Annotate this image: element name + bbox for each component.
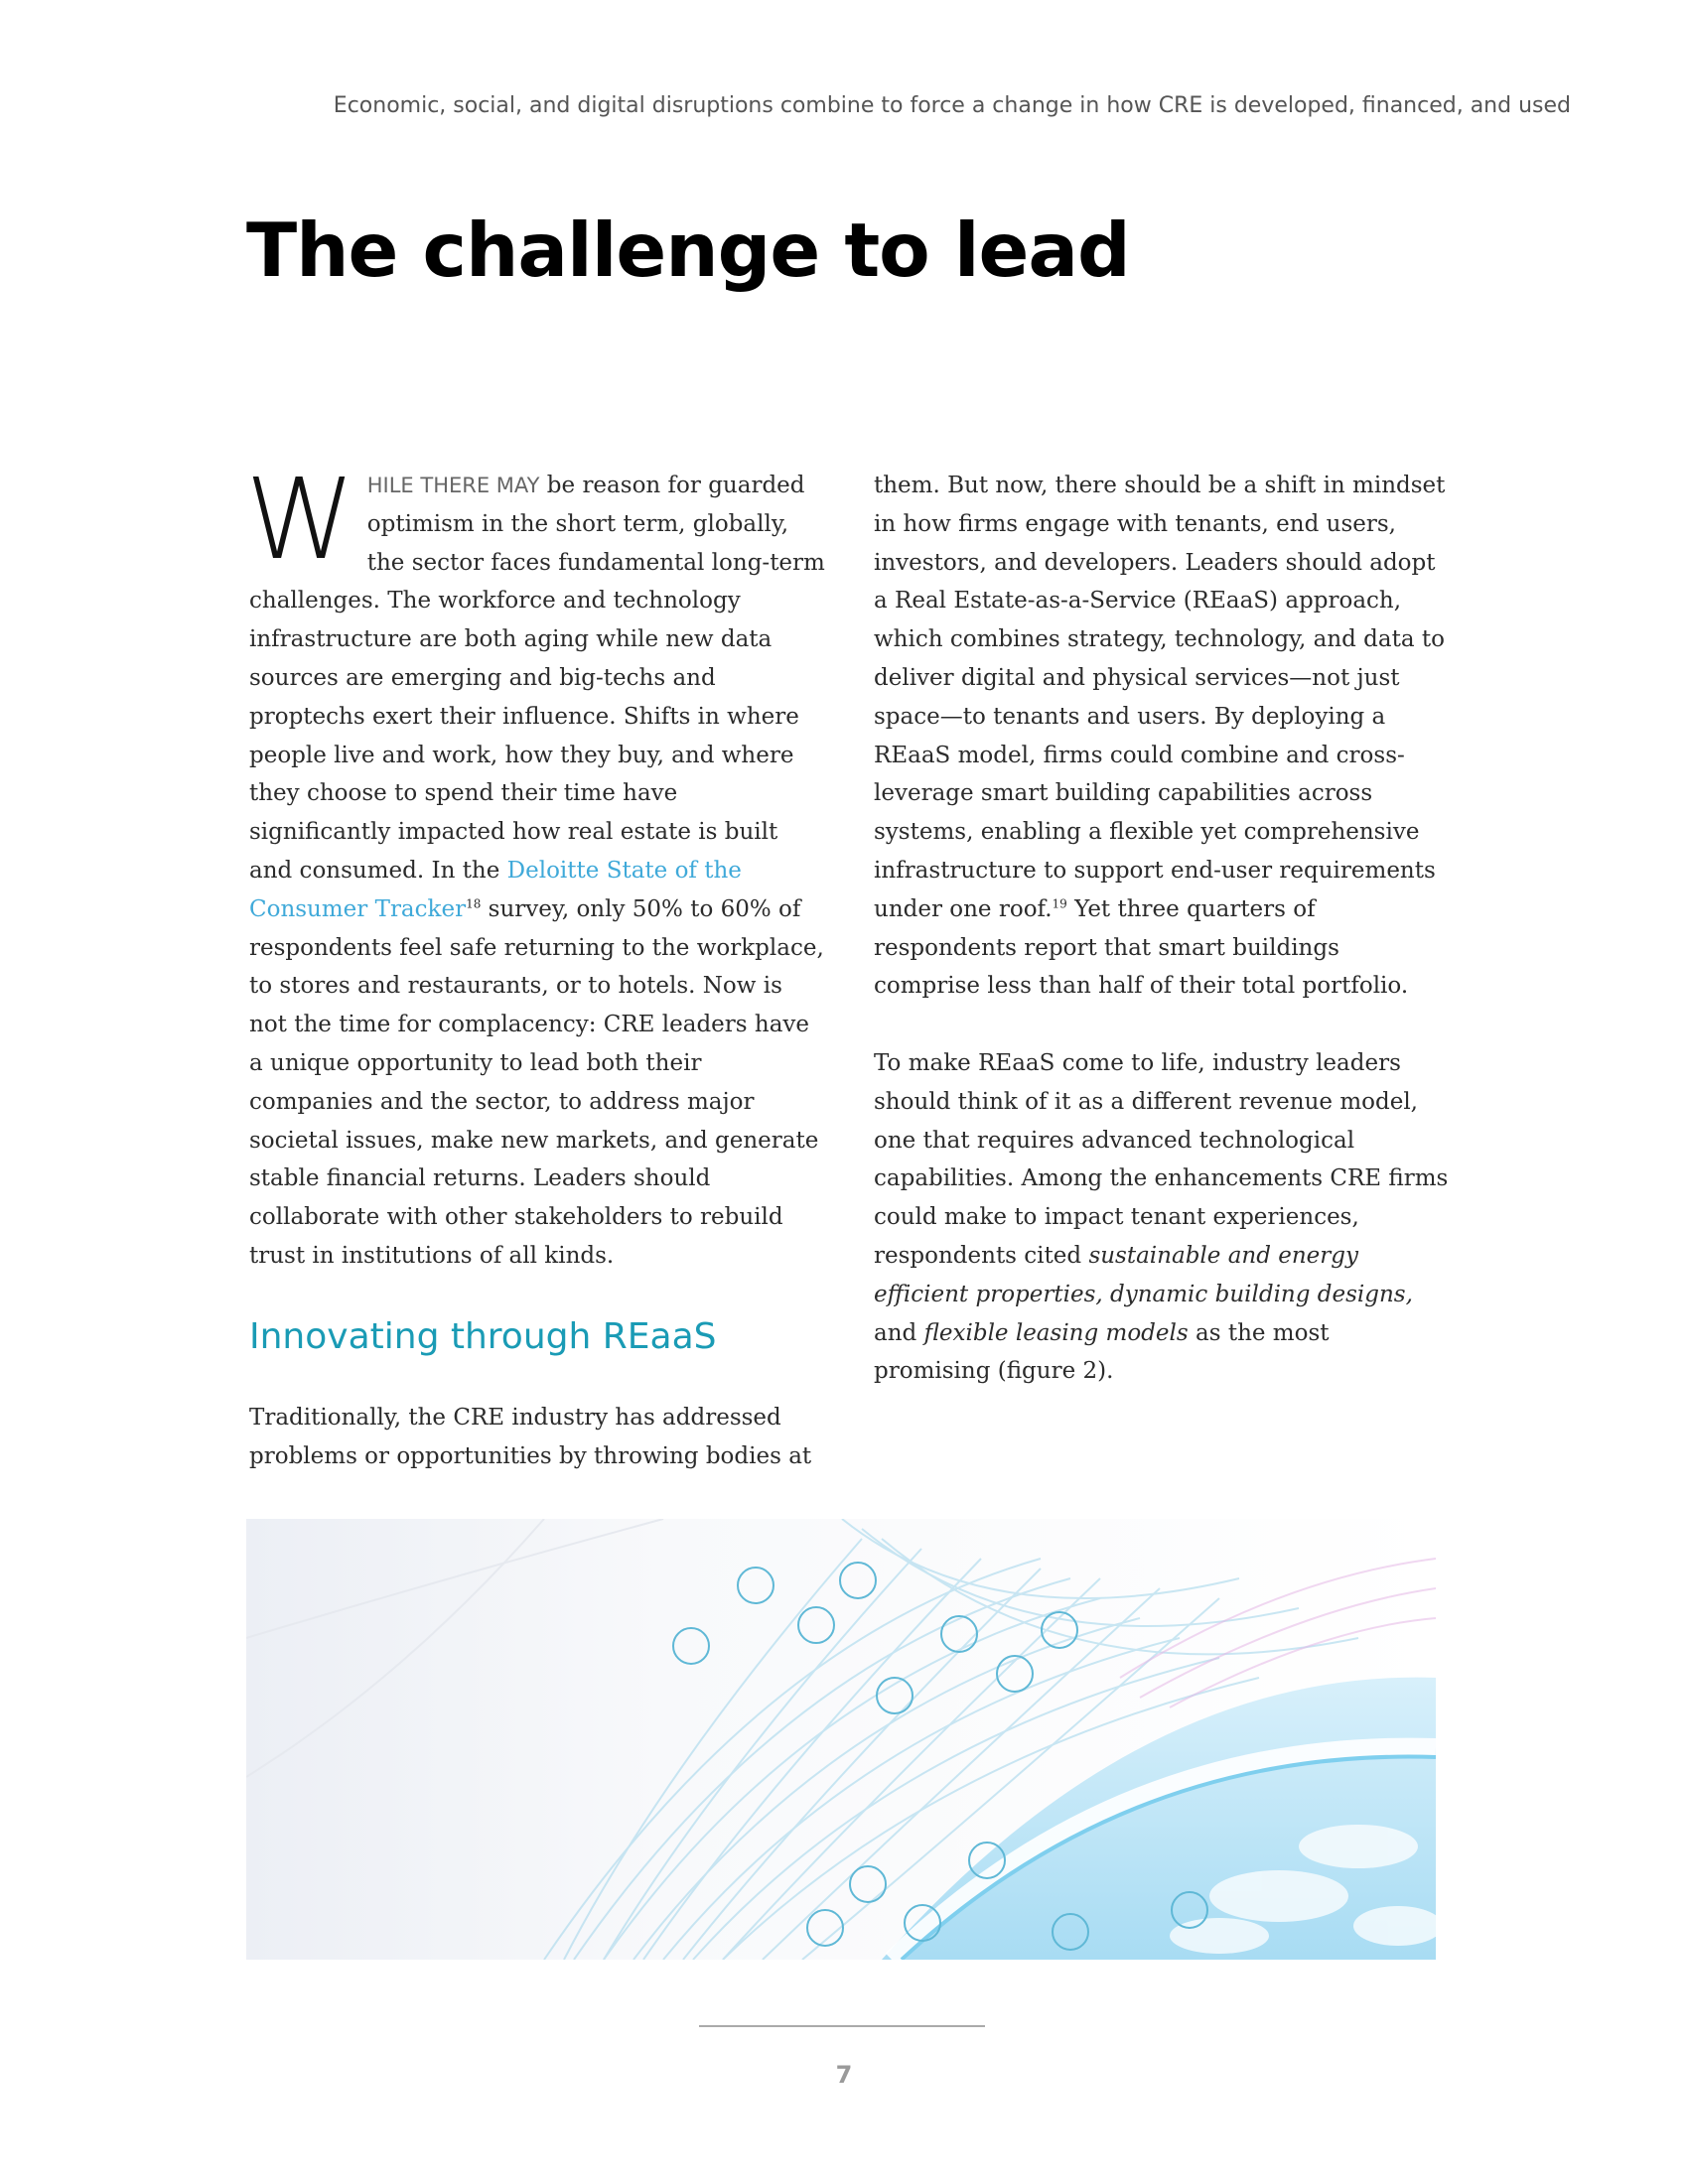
consumer-tracker-link[interactable]: Deloitte State of the Consumer Tracker: [249, 857, 742, 922]
banner-graphic: [246, 1519, 1436, 1960]
footnote-19[interactable]: 19: [1052, 896, 1067, 911]
footer-divider: [699, 2025, 985, 2027]
intro-paragraph: [245, 456, 825, 1276]
revenue-text-a: To make REaaS come to life, industry leaders should think of it as a different revenue model, one that requires advanced technological capabilities. Among the enhancements CRE firms could make to impact tenant experiences, respondents cited: [874, 1049, 1449, 1269]
page-title: The challenge to lead: [246, 206, 1130, 294]
reaas-text-b: Yet three quarters of respondents report that smart buildings comprise less than half of their total portfolio.: [874, 895, 1409, 1000]
lead-in-text: HILE THERE MAY: [366, 474, 540, 497]
revenue-text-b: and: [874, 1319, 924, 1346]
revenue-text-c: as the most promising (figure 2).: [874, 1319, 1330, 1385]
page-number: 7: [835, 2061, 853, 2089]
reaas-text-a: them. But now, there should be a shift in mindset in how firms engage with tenants, end users, investors, and developers. Leaders should adopt a Real Estate-as-a-Service (REaaS) approach, which combines strategy, technology, and data to deliver digital and physical services—not just space—to tenants and users. By deploying a REaaS model, firms could combine and cross-leverage smart building capabilities across systems, enabling a flexible yet comprehensive infrastructure to support end-user requirements under one roof.: [874, 473, 1446, 922]
right-column: [874, 467, 1450, 1391]
section-heading: Innovating through REaaS: [249, 1315, 717, 1357]
reaas-paragraph-cont: [874, 467, 1450, 1006]
intro-text-a: be reason for guarded optimism in the short term, globally, the sector faces fundamental long-term challenges. The workforce and technology infrastructure are both aging while new data sources are emerging and big-techs and proptechs exert their influence. Shifts in where people live and work, how they buy, and where they choose to spend their time have significantly impacted how real estate is built and consumed. In the: [249, 473, 825, 884]
emphasis-2: flexible leasing models: [923, 1319, 1189, 1346]
emphasis-1: sustainable and energy efficient properties, dynamic building designs,: [874, 1242, 1413, 1307]
running-header: Economic, social, and digital disruptions combine to force a change in how CRE is developed, financed, and used: [333, 93, 1571, 118]
footnote-18[interactable]: 18: [466, 896, 482, 911]
revenue-model-paragraph: [874, 1044, 1450, 1391]
decorative-banner-image: [246, 1519, 1436, 1960]
drop-cap: W: [245, 456, 355, 585]
reaas-paragraph-start: Traditionally, the CRE industry has addressed problems or opportunities by throwing bodies at: [249, 1404, 812, 1469]
left-column: [245, 456, 825, 1475]
paragraph-spacer: [874, 1006, 1450, 1044]
intro-text-b: survey, only 50% to 60% of respondents feel safe returning to the workplace, to stores and restaurants, or to hotels. Now is not the time for complacency: CRE leaders have a unique opportunity to lead both their companies and the sector, to address major societal issues, make new markets, and generate stable financial returns. Leaders should collaborate with other stakeholders to rebuild trust in institutions of all kinds.: [249, 895, 824, 1269]
